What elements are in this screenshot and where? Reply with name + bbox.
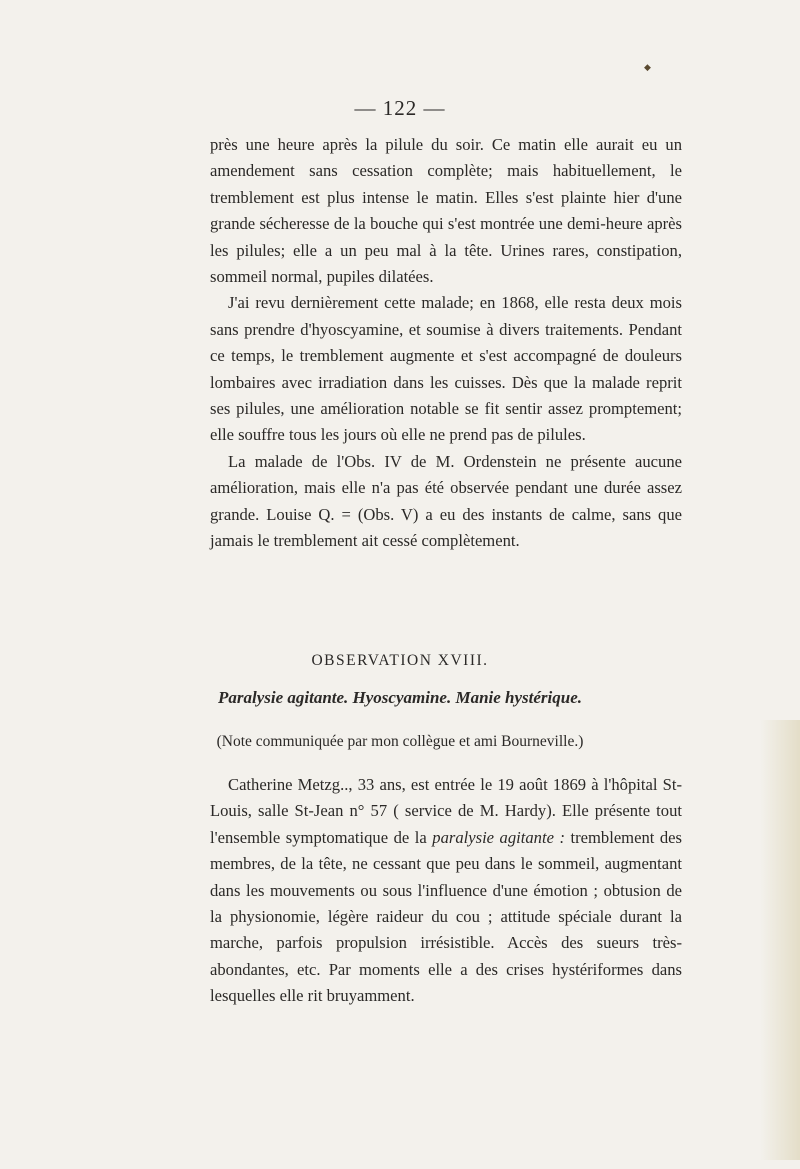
- observation-body: [210, 772, 682, 1010]
- observation-body-end: tremblement des membres, de la tête, ne cessant que peu dans le sommeil, augmentant dans les mouvements ou sous l'influence d'une émotion ; obtusion de la physionomie, légère raideur du cou ; attitude spéciale durant la marche, parfois propulsion irrésistible. Accès des sueurs très-abondantes, etc. Par moments elle a des crises hystériformes dans lesquelles elle rit bruyamment.: [210, 827, 682, 1006]
- observation-body-italic: paralysie agitante :: [432, 827, 565, 847]
- observation-heading: OBSERVATION XVIII.: [311, 652, 489, 669]
- page-number: — 122 —: [354, 96, 446, 120]
- text-block-top: [210, 132, 682, 555]
- paragraph-2: J'ai revu dernièrement cette malade; en 1868, elle resta deux mois sans prendre d'hyoscyamine, et soumise à divers traitements. Pendant ce temps, le tremblement augmente et s'est accompagné de douleurs lombaires avec irradiation dans les cuisses. Dès que la malade reprit ses pilules, une amélioration notable se fit sentir assez promptement; elle souffre tous les jours où elle ne prend pas de pilules.: [210, 293, 682, 445]
- observation-body-start: Catherine Metzg.., 33 ans, est entrée le 19 août 1869 à l'hôpital St-Louis, salle St-Jean n° 57 ( service de M. Hardy). Elle présente tout l'ensemble symptomatique de la: [210, 775, 682, 847]
- paper-stain: [760, 720, 800, 1160]
- paragraph-1: près une heure après la pilule du soir. Ce matin elle aurait eu un amendement sans cessation complète; mais habituellement, le tremblement est plus intense le matin. Elles s'est plainte hier d'une grande sécheresse de la bouche qui s'est montrée une demi-heure après les pilules; elle a un peu mal à la tête. Urines rares, constipation, sommeil normal, pupiles dilatées.: [210, 135, 682, 287]
- text-block-observation: [210, 772, 682, 1010]
- paragraph-3: La malade de l'Obs. IV de M. Ordenstein ne présente aucune amélioration, mais elle n'a pas été observée pendant une durée assez grande. Louise Q. = (Obs. V) a eu des instants de calme, sans que jamais le tremblement ait cessé complètement.: [210, 451, 682, 551]
- corner-mark: ◆: [644, 62, 651, 72]
- observation-subtitle: Paralysie agitante. Hyoscyamine. Manie hystérique.: [217, 688, 583, 707]
- observation-note: (Note communiquée par mon collègue et ami Bourneville.): [216, 733, 584, 750]
